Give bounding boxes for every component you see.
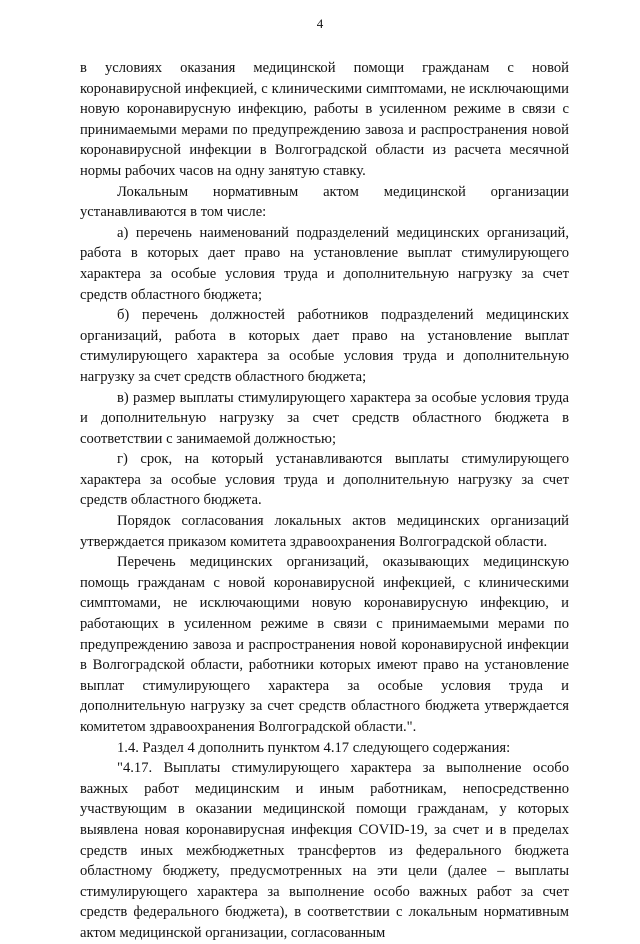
page-number: 4 — [316, 16, 324, 31]
paragraph-list-of-organizations: Перечень медицинских организаций, оказывающих медицинскую помощь гражданам с новой коронавирусной инфекцией, с клиническими симптомами, не исключающими новую коронавирусную инфекцию, и работающих в усиленном режиме в связи с принимаемыми мерами по предупреждению завоза и распространения новой коронавирусной инфекции в Волгоградской области, работники которых имеют право на установление выплат стимулирующего характера за особые условия труда и дополнительную нагрузку за счет средств областного бюджета утверждается комитетом здравоохранения Волгоградской области.". — [80, 554, 569, 735]
paragraph-4-17: "4.17. Выплаты стимулирующего характера за выполнение особо важных работ медицинским и иным работникам, непосредственно участвующим в оказании медицинской помощи гражданам, у которых выявлена новая коронавирусная инфекция COVID-19, за счет и в пределах средств иных межбюджетных трансфертов из федерального бюджета областному бюджету, предусмотренных на эти цели (далее – выплаты стимулирующего характера за выполнение особо важных работ за счет средств федерального бюджета), в соответствии с локальным нормативным актом медицинской организации, согласованным — [80, 760, 569, 941]
document-body — [80, 58, 569, 944]
paragraph-approval: Порядок согласования локальных актов медицинских организаций утверждается приказом комитета здравоохранения Волгоградской области. — [80, 513, 569, 550]
list-item-a: а) перечень наименований подразделений медицинских организаций, работа в которых дает право на установление выплат стимулирующего характера за особые условия труда и дополнительную нагрузку за счет средств областного бюджета; — [80, 224, 569, 303]
paragraph-2: Локальным нормативным актом медицинской организации устанавливаются в том числе: — [80, 183, 569, 221]
list-item-b: б) перечень должностей работников подразделений медицинских организаций, работа в которых дает право на установление выплат стимулирующего характера за особые условия труда и дополнительную нагрузку за счет средств областного бюджета; — [80, 307, 569, 385]
list-item-g: г) срок, на который устанавливаются выплаты стимулирующего характера за особые условия труда и дополнительную нагрузку за счет средств областного бюджета. — [80, 451, 569, 509]
paragraph-1: в условиях оказания медицинской помощи гражданам с новой коронавирусной инфекцией, с клиническими симптомами, не исключающими новую коронавирусную инфекцию, работы в усиленном режиме в связи с принимаемыми мерами по предупреждению завоза и распространения новой коронавирусной инфекции в Волгоградской области из расчета месячной нормы рабочих часов на одну занятую ставку. — [80, 60, 569, 179]
paragraph-section-4-amendment: 1.4. Раздел 4 дополнить пунктом 4.17 следующего содержания: — [117, 739, 511, 756]
list-item-v: в) размер выплаты стимулирующего характера за особые условия труда и дополнительную нагрузку за счет средств областного бюджета в соответствии с занимаемой должностью; — [80, 389, 569, 447]
